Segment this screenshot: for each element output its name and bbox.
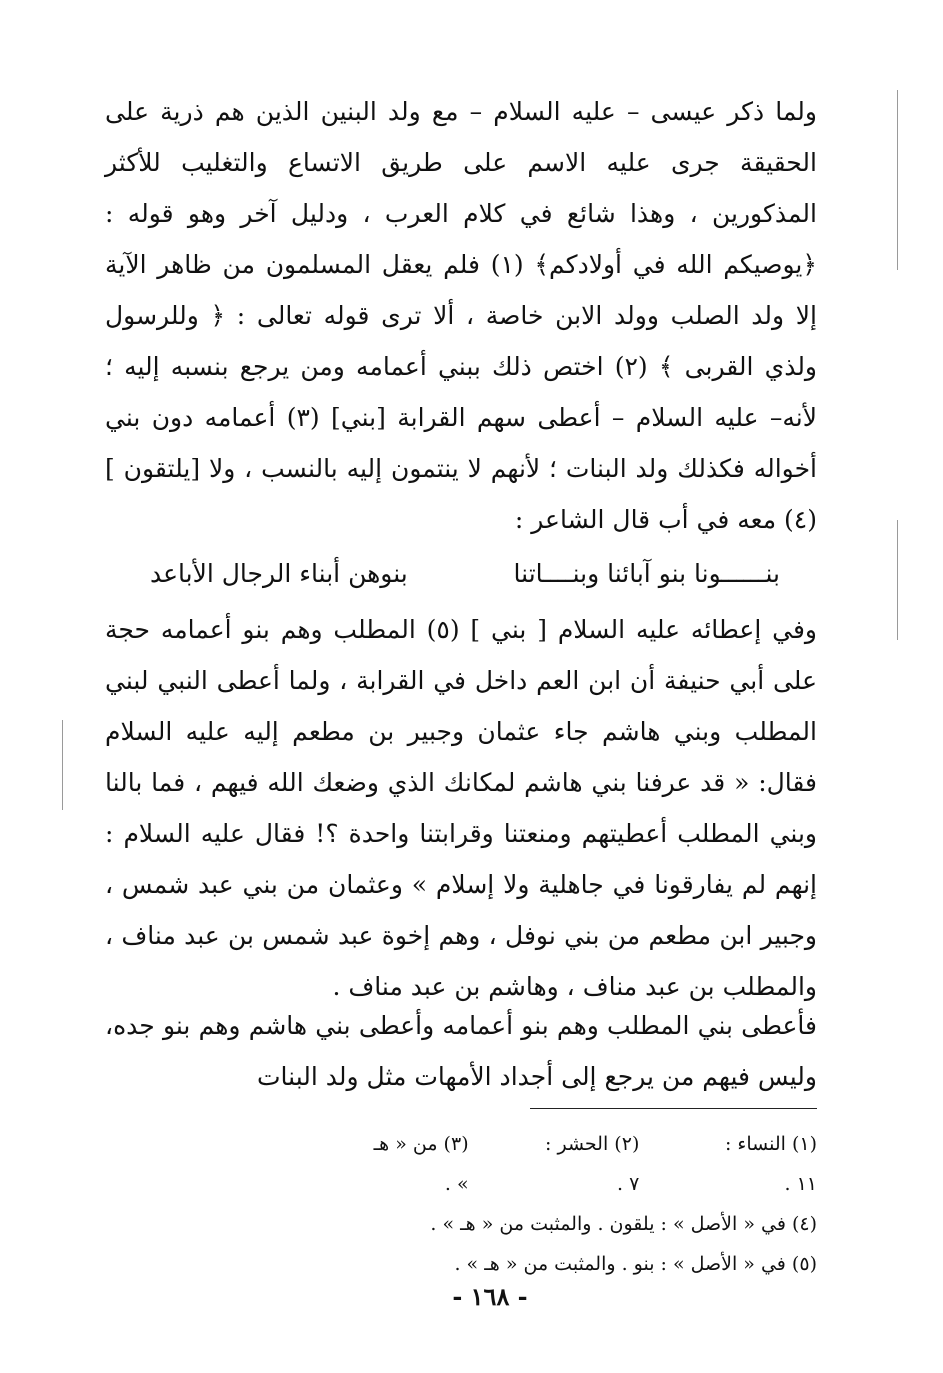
paragraph-3 [105,1000,817,1102]
footnote-1: (١) النساء : ١١ . [724,1133,817,1195]
paragraph-text: فأعطى بني المطلب وهم بنو أعمامه وأعطى بني هاشم وهم بنو جده، وليس فيهم من يرجع إلى أجداد الأمهات مثل ولد البنات [105,1011,817,1091]
scan-edge-mark [62,720,63,810]
footnote-2: (٢) الحشر : ٧ . [545,1133,640,1195]
page-number: - ١٦٨ - [452,1282,528,1311]
paragraph-text: ولما ذكر عيسى – عليه السلام – مع ولد البنين الذين هم ذرية على الحقيقة جرى عليه الاسم على طريق الاتساع والتغليب للأكثر المذكورين ، وهذا شائع في كلام العرب ، ودليل آخر وهو قوله : ﴿يوصيكم الله في أولادكم﴾ (١) فلم يعقل المسلمون من ظاهر الآية إلا ولد الصلب وولد الابن خاصة ، ألا ترى قوله تعالى : ﴿ وللرسول ولذي القربى ﴾ (٢) اختص ذلك ببني أعمامه ومن يرجع بنسبه إليه ؛ لأنه– عليه السلام – أعطى سهم القرابة [بني] (٣) أعمامه دون بني أخواله فكذلك ولد البنات ؛ لأنهم لا ينتمون إليه بالنسب ، ولا [يلتقون ] (٤) معه في أب قال الشاعر : [105,97,818,534]
paragraph-text: وفي إعطائه عليه السلام [ بني ] (٥) المطلب وهم بنو أعمامه حجة على أبي حنيفة أن ابن العم داخل في القرابة ، ولما أعطى النبي لبني المطلب وبني هاشم جاء عثمان وجبير بن مطعم إليه عليه السلام فقال: « قد عرفنا بني هاشم لمكانك الذي وضعك الله فيهم ، فما بالنا وبني المطلب أعطيتهم ومنعتنا وقرابتنا واحدة ؟! فقال عليه السلام : إنهم لم يفارقونا في جاهلية ولا إسلام » وعثمان من بني عبد شمس ، وجبير ابن مطعم من بني نوفل ، وهم إخوة عبد شمس بن عبد مناف ، والمطلب بن عبد مناف ، وهاشم بن عبد مناف . [105,615,817,1001]
footnote-4: (٤) في « الأصل » : يلقون . والمثبت من « هـ » . [430,1213,817,1235]
paragraph-1 [105,86,817,545]
footnote-row [360,1124,817,1204]
paragraph-2 [105,604,817,1012]
scan-edge-mark [897,90,898,270]
verse-second-hemistich: بنوهن أبناء الرجال الأباعد [150,559,408,588]
footnotes [360,1124,817,1284]
footnote-5: (٥) في « الأصل » : بنو . والمثبت من « هـ » . [454,1253,817,1275]
footnote-divider [530,1108,817,1109]
scan-edge-mark [897,520,898,640]
poetry-verse [150,548,780,599]
footnote-3: (٣) من « هـ » . [373,1133,469,1195]
verse-first-hemistich: بنــــــونا بنو آبائنا وبنــــاتنا [513,559,780,588]
